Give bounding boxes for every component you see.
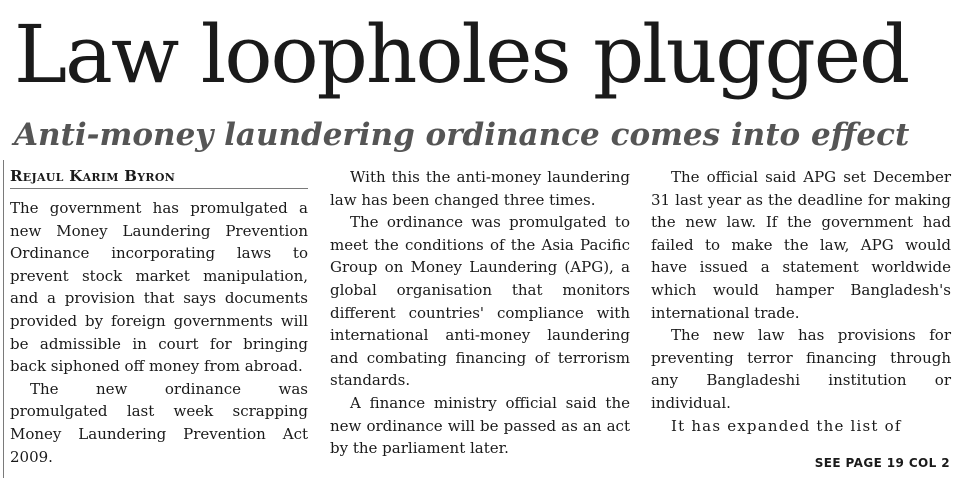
article-column-3	[651, 166, 951, 437]
paragraph: The ordinance was promulgated to meet the conditions of the Asia Pacific Group on Money Laundering (APG), a global organisation that monitors different countries' compliance with international anti-money laundering and combating financing of terrorism standards.	[330, 213, 630, 390]
article-column-2	[330, 166, 630, 460]
deck-subheadline: Anti-money laundering ordinance comes into effect	[14, 117, 910, 153]
article-column-1	[10, 166, 308, 468]
paragraph: The government has promulgated a new Money Laundering Prevention Ordinance incorporating laws to prevent stock market manipulation, and a provision that says documents provided by foreign governments will be admissible in court for bringing back siphoned off money from abroad.	[10, 199, 308, 376]
headline: Law loopholes plugged	[14, 8, 909, 101]
paragraph: The new ordinance was promulgated last week scrapping Money Laundering Prevention Act 2009.	[10, 379, 308, 466]
paragraph: With this the anti-money laundering law has been changed three times.	[330, 168, 630, 209]
paragraph: It has expanded the list of	[671, 416, 902, 435]
paragraph: The new law has provisions for preventing terror financing through any Bangladeshi institution or individual.	[651, 326, 951, 412]
column-rule	[3, 160, 4, 478]
paragraph: The official said APG set December 31 last year as the deadline for making the new law. If the government had failed to make the law, APG would have issued a statement worldwide which would hamper Bangladesh's international trade.	[651, 168, 951, 322]
continuation-jump-line: SEE PAGE 19 COL 2	[814, 456, 950, 470]
paragraph: A finance ministry official said the new ordinance will be passed as an act by the parliament later.	[330, 393, 630, 458]
byline: Rejaul Karim Byron	[10, 166, 308, 189]
